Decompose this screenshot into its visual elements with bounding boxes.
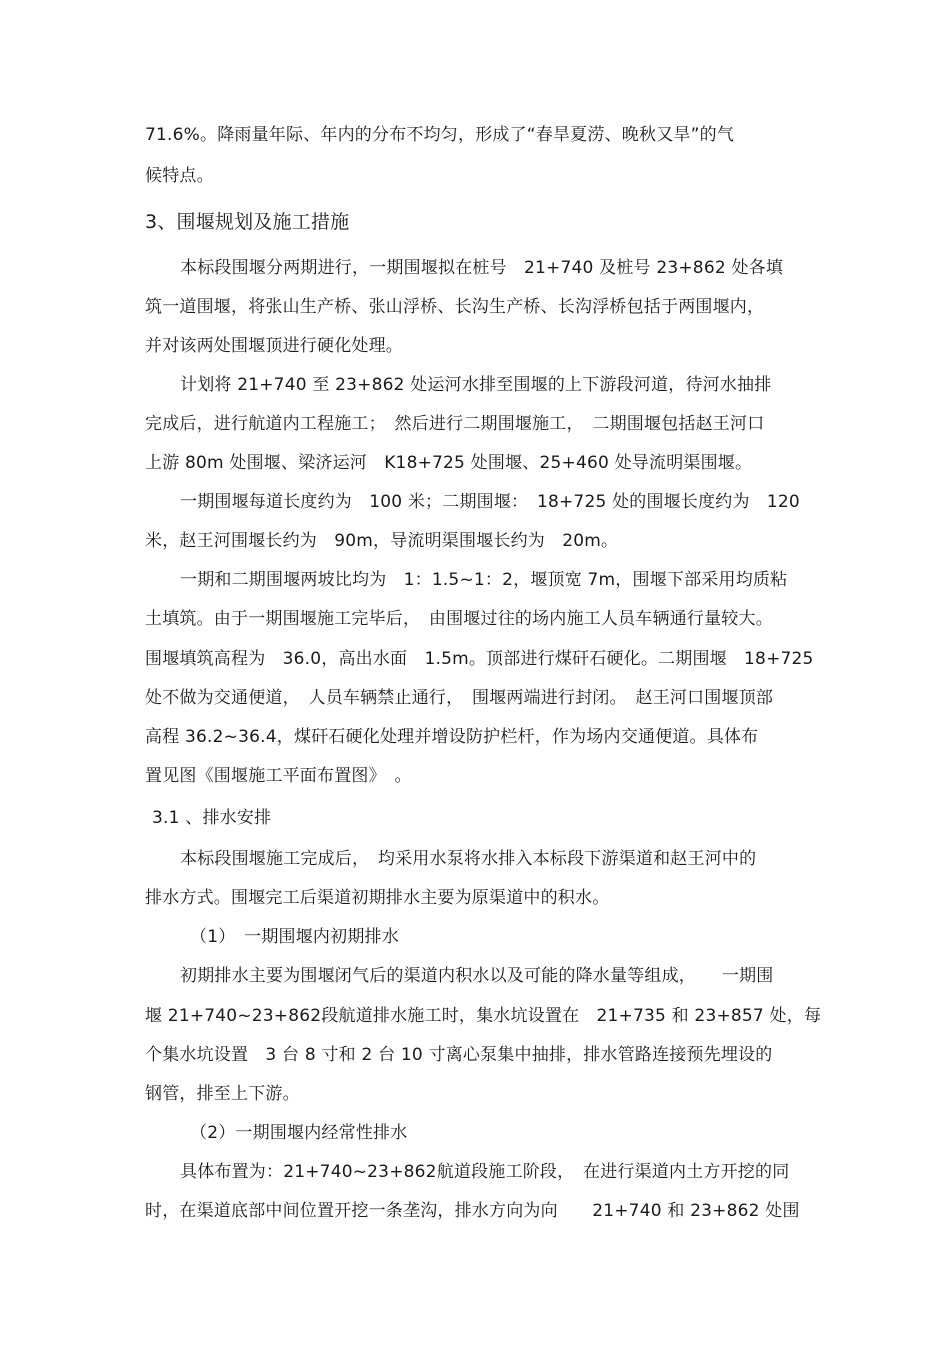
- paragraph-line: 处不做为交通便道， 人员车辆禁止通行， 围堰两端进行封闭。 赵王河口围堰顶部: [145, 688, 774, 708]
- paragraph-line: 具体布置为：21+740~23+862航道段施工阶段， 在进行渠道内土方开挖的同: [180, 1162, 790, 1182]
- paragraph-line: 米，赵王河围堰长约为 90m，导流明渠围堰长约为 20m。: [145, 531, 619, 551]
- paragraph-line: 堰 21+740~23+862段航道排水施工时，集水坑设置在 21+735 和 23+857 处，每: [145, 1006, 822, 1026]
- item-heading: （2）一期围堰内经常性排水: [190, 1123, 408, 1143]
- paragraph-line: 本标段围堰分两期进行，一期围堰拟在桩号 21+740 及桩号 23+862 处各填: [180, 258, 784, 278]
- paragraph-line: 候特点。: [145, 166, 214, 186]
- paragraph-line: 围堰填筑高程为 36.0，高出水面 1.5m。顶部进行煤矸石硬化。二期围堰 18+725: [145, 649, 814, 669]
- paragraph-line: 个集水坑设置 3 台 8 寸和 2 台 10 寸离心泵集中抽排，排水管路连接预先埋设的: [145, 1045, 773, 1065]
- paragraph-line: 筑一道围堰，将张山生产桥、张山浮桥、长沟生产桥、长沟浮桥包括于两围堰内，: [145, 297, 765, 317]
- paragraph-line: 置见图《围堰施工平面布置图》 。: [145, 766, 412, 786]
- paragraph-line: 钢管，排至上下游。: [145, 1084, 300, 1104]
- paragraph-line: 一期围堰每道长度约为 100 米；二期围堰： 18+725 处的围堰长度约为 120: [180, 492, 800, 512]
- section-heading: 3、围堰规划及施工措施: [145, 211, 350, 233]
- paragraph-line: 一期和二期围堰两坡比均为 1：1.5~1：2，堰顶宽 7m，围堰下部采用均质粘: [180, 570, 788, 590]
- subsection-heading: 3.1 、排水安排: [152, 808, 272, 828]
- paragraph-line: 时，在渠道底部中间位置开挖一条垄沟，排水方向为向 21+740 和 23+862 处围: [145, 1201, 800, 1221]
- paragraph-line: 71.6%。降雨量年际、年内的分布不均匀，形成了“春旱夏涝、晚秋又旱”的气: [145, 125, 735, 145]
- paragraph-line: 完成后，进行航道内工程施工； 然后进行二期围堰施工， 二期围堰包括赵王河口: [145, 414, 765, 434]
- paragraph-line: 并对该两处围堰顶进行硬化处理。: [145, 336, 403, 356]
- paragraph-line: 初期排水主要为围堰闭气后的渠道内积水以及可能的降水量等组成， 一期围: [180, 966, 774, 986]
- item-heading: （1） 一期围堰内初期排水: [190, 927, 399, 947]
- paragraph-line: 高程 36.2~36.4，煤矸石硬化处理并增设防护栏杆，作为场内交通便道。具体布: [145, 727, 759, 747]
- paragraph-line: 计划将 21+740 至 23+862 处运河水排至围堰的上下游段河道，待河水抽排: [180, 375, 772, 395]
- paragraph-line: 本标段围堰施工完成后， 均采用水泵将水排入本标段下游渠道和赵王河中的: [180, 849, 757, 869]
- paragraph-line: 排水方式。围堰完工后渠道初期排水主要为原渠道中的积水。: [145, 888, 610, 908]
- paragraph-line: 上游 80m 处围堰、梁济运河 K18+725 处围堰、25+460 处导流明渠围堰。: [145, 453, 753, 473]
- paragraph-line: 土填筑。由于一期围堰施工完毕后， 由围堰过往的场内施工人员车辆通行量较大。: [145, 609, 773, 629]
